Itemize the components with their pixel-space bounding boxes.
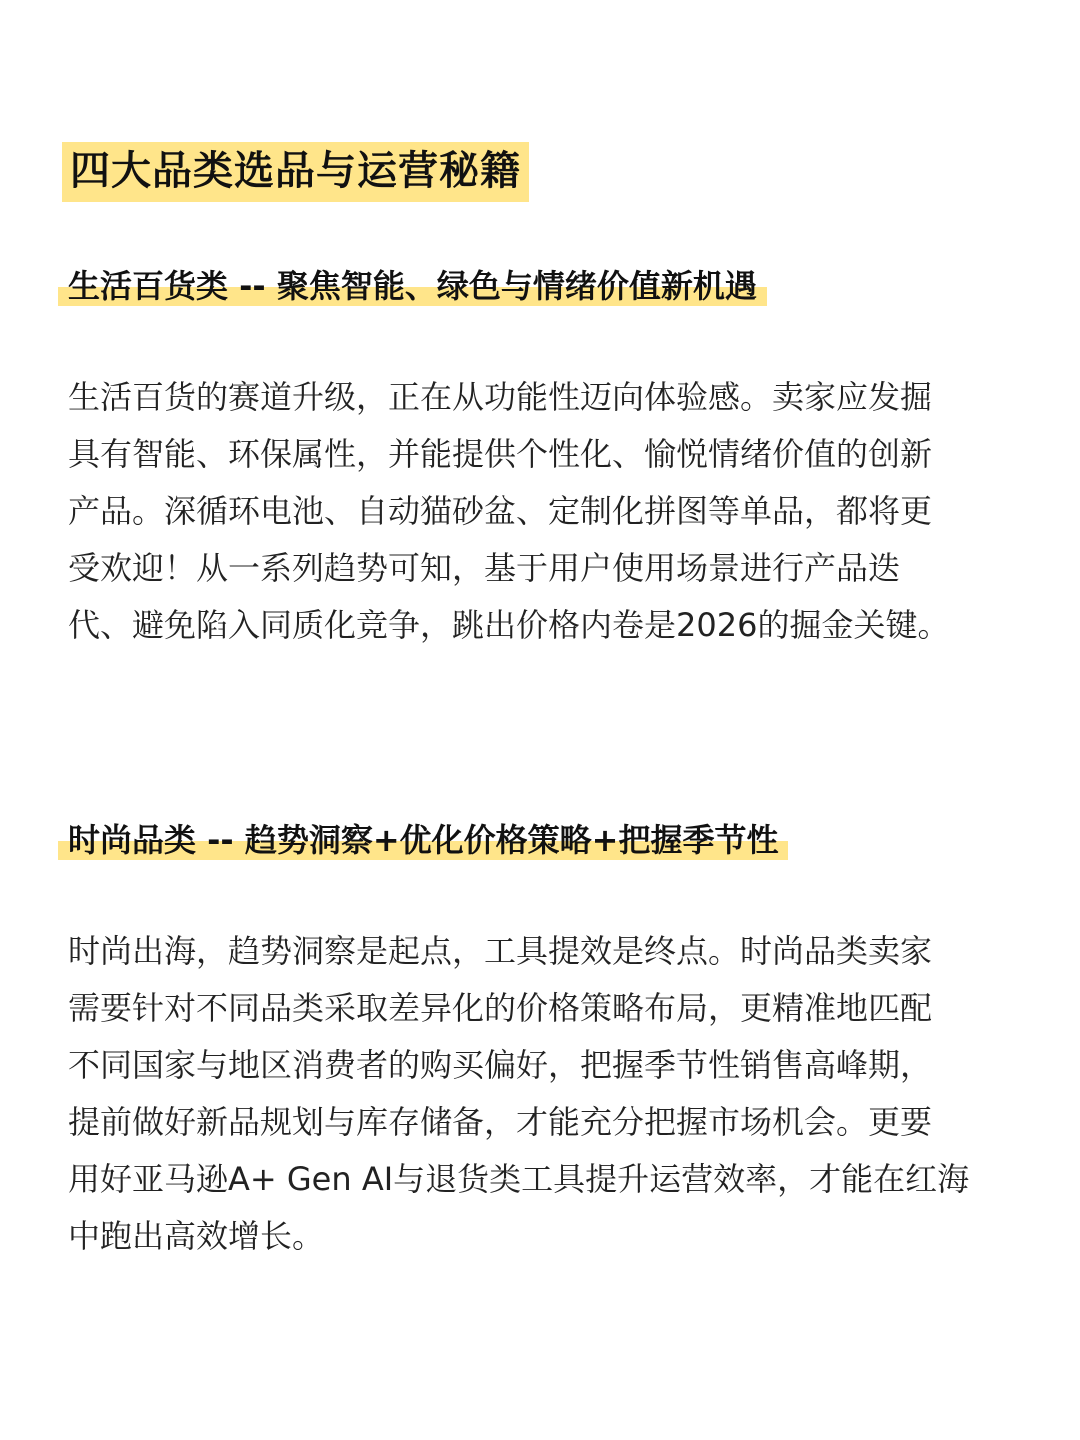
paragraph-line: 受欢迎！从一系列趋势可知，基于用户使用场景进行产品迭 bbox=[68, 549, 901, 587]
paragraph-line: 生活百货的赛道升级，正在从功能性迈向体验感。卖家应发掘 bbox=[68, 378, 933, 416]
paragraph-line: 提前做好新品规划与库存储备，才能充分把握市场机会。更要 bbox=[68, 1103, 933, 1141]
section-heading-fashion: 时尚品类 -- 趋势洞察+优化价格策略+把握季节性 bbox=[58, 820, 788, 860]
paragraph-line: 时尚出海，趋势洞察是起点，工具提效是终点。时尚品类卖家 bbox=[68, 932, 933, 970]
section-paragraph-fashion bbox=[68, 923, 1018, 1265]
paragraph-line: 需要针对不同品类采取差异化的价格策略布局，更精准地匹配 bbox=[68, 989, 933, 1027]
page-title: 四大品类选品与运营秘籍 bbox=[62, 142, 529, 202]
paragraph-line: 用好亚马逊A+ Gen AI与退货类工具提升运营效率，才能在红海 bbox=[68, 1160, 970, 1198]
section-paragraph-daily-goods bbox=[68, 369, 1018, 654]
paragraph-line: 具有智能、环保属性，并能提供个性化、愉悦情绪价值的创新 bbox=[68, 435, 933, 473]
paragraph-line: 中跑出高效增长。 bbox=[68, 1217, 325, 1255]
paragraph-line: 不同国家与地区消费者的购买偏好，把握季节性销售高峰期， bbox=[68, 1046, 933, 1084]
paragraph-line: 产品。深循环电池、自动猫砂盆、定制化拼图等单品，都将更 bbox=[68, 492, 933, 530]
section-heading-daily-goods: 生活百货类 -- 聚焦智能、绿色与情绪价值新机遇 bbox=[58, 266, 767, 306]
paragraph-line: 代、避免陷入同质化竞争，跳出价格内卷是2026的掘金关键。 bbox=[68, 606, 950, 644]
